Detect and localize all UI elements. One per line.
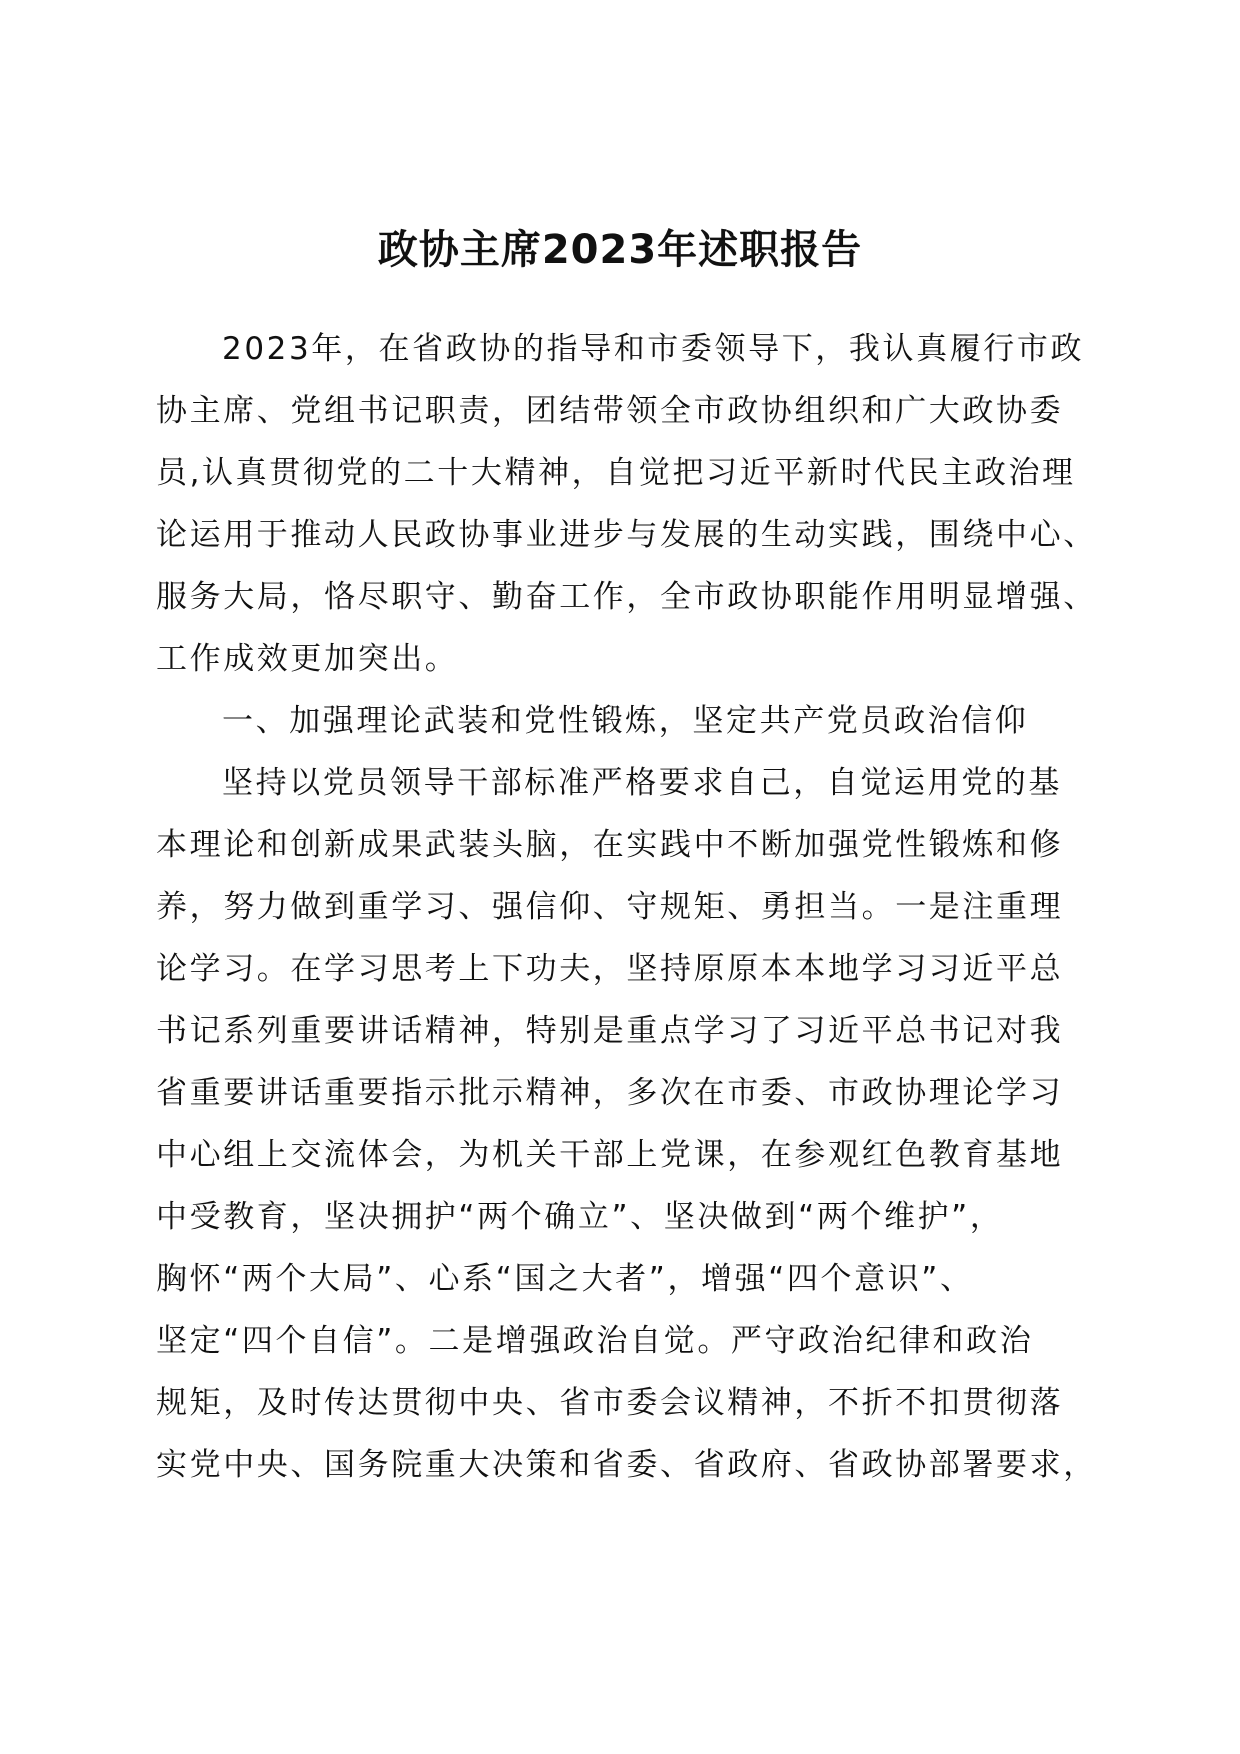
paragraph-line: 规矩，及时传达贯彻中央、省市委会议精神，不折不扣贯彻落	[156, 1385, 1064, 1421]
paragraph-line: 论运用于推动人民政协事业进步与发展的生动实践，围绕中心、	[156, 517, 1097, 553]
paragraph-line: 服务大局，恪尽职守、勤奋工作，全市政协职能作用明显增强、	[156, 579, 1097, 615]
paragraph-line: 工作成效更加突出。	[156, 641, 459, 677]
paragraph-line: 2023年，在省政协的指导和市委领导下，我认真履行市政	[222, 331, 1085, 367]
paragraph-line: 养，努力做到重学习、强信仰、守规矩、勇担当。一是注重理	[156, 889, 1064, 925]
paragraph-line: 书记系列重要讲话精神，特别是重点学习了习近平总书记对我	[156, 1013, 1064, 1049]
paragraph-line: 本理论和创新成果武装头脑，在实践中不断加强党性锻炼和修	[156, 827, 1064, 863]
document-title: 政协主席2023年述职报告	[377, 227, 863, 273]
section-heading: 一、加强理论武装和党性锻炼，坚定共产党员政治信仰	[222, 703, 1029, 739]
paragraph-line: 论学习。在学习思考上下功夫，坚持原原本本地学习习近平总	[156, 951, 1064, 987]
paragraph-line: 坚持以党员领导干部标准严格要求自己，自觉运用党的基	[222, 765, 1062, 801]
paragraph-line: 胸怀“两个大局”、心系“国之大者”，增强“四个意识”、	[156, 1261, 974, 1297]
paragraph-line: 实党中央、国务院重大决策和省委、省政府、省政协部署要求，	[156, 1447, 1097, 1483]
paragraph-line: 中受教育，坚决拥护“两个确立”、坚决做到“两个维护”，	[156, 1199, 1004, 1235]
paragraph-line: 员,认真贯彻党的二十大精神，自觉把习近平新时代民主政治理	[156, 455, 1076, 491]
paragraph-line: 协主席、党组书记职责，团结带领全市政协组织和广大政协委	[156, 393, 1064, 429]
paragraph-line: 省重要讲话重要指示批示精神，多次在市委、市政协理论学习	[156, 1075, 1064, 1111]
paragraph-line: 中心组上交流体会，为机关干部上党课，在参观红色教育基地	[156, 1137, 1064, 1173]
paragraph-line: 坚定“四个自信”。二是增强政治自觉。严守政治纪律和政治	[156, 1323, 1034, 1359]
